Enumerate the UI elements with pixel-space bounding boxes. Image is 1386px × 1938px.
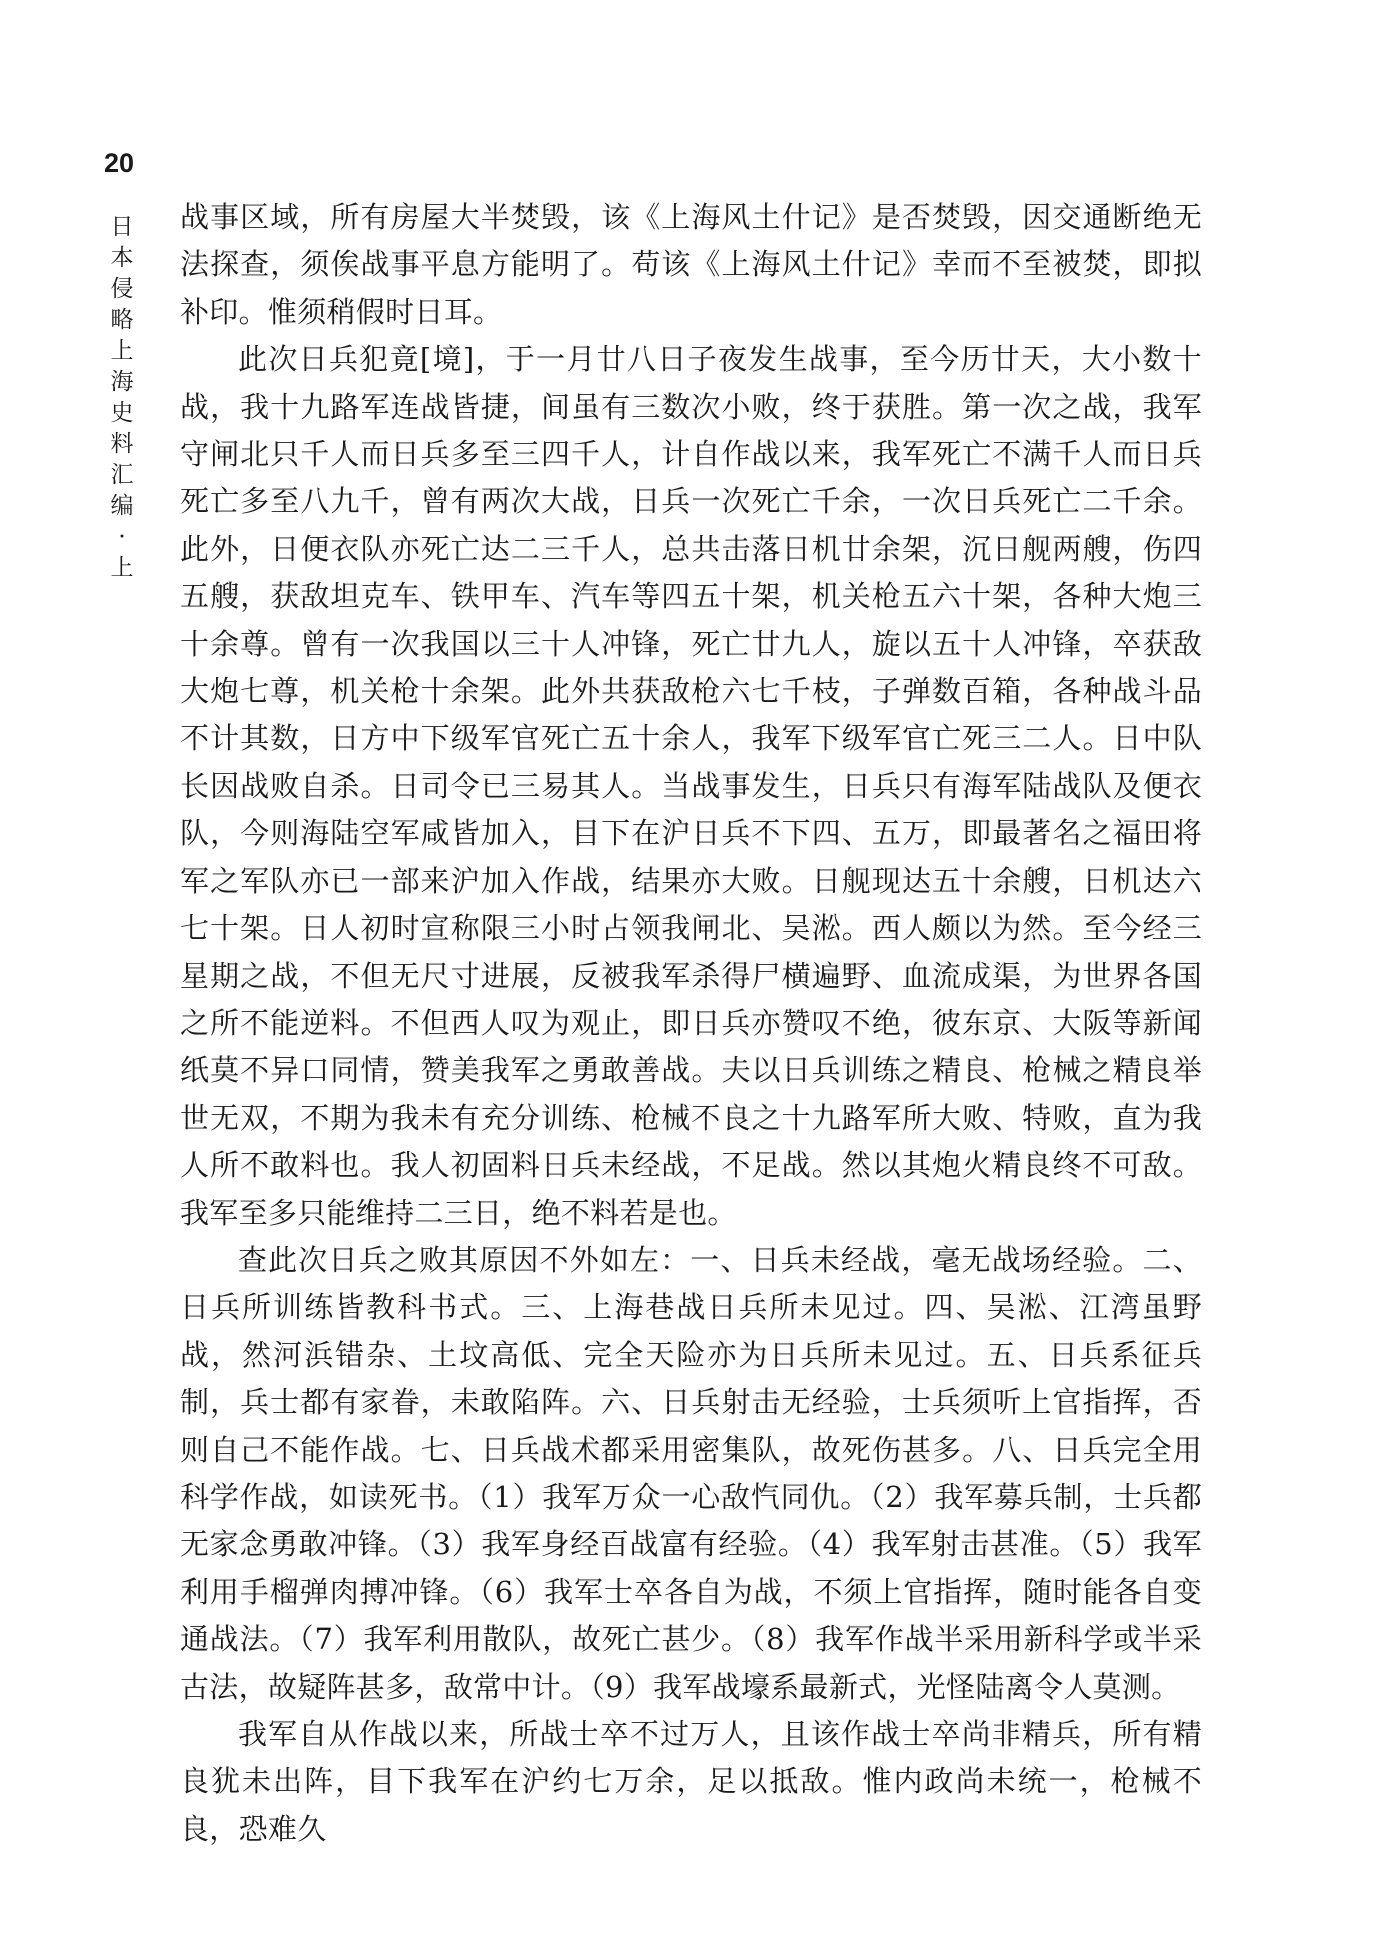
paragraph-4: 我军自从作战以来，所战士卒不过万人，且该作战士卒尚非精兵，所有精良犹未出阵，目下我军在沪约七万余，足以抵敌。惟内政尚未统一，枪械不良，恐难久 [180,1717,1202,1846]
paragraph-1: 战事区域，所有房屋大半焚毁，该《上海风土什记》是否焚毁，因交通断绝无法探查，须俟战事平息方能明了。苟该《上海风土什记》幸而不至被焚，即拟补印。惟须稍假时日耳。 [180,200,1202,329]
page-number: 20 [104,148,135,178]
paragraph-3: 查此次日兵之败其原因不外如左：一、日兵未经战，毫无战场经验。二、日兵所训练皆教科书式。三、上海巷战日兵所未见过。四、吴淞、江湾虽野战，然河浜错杂、土坟高低、完全天险亦为日兵所未见过。五、日兵系征兵制，兵士都有家眷，未敢陷阵。六、日兵射击无经验，士兵须听上官指挥，否则自己不能作战。七、日兵战术都采用密集队，故死伤甚多。八、日兵完全用科学作战，如读死书。（1）我军万众一心敌忾同仇。（2）我军募兵制，士兵都无家念勇敢冲锋。（3）我军身经百战富有经验。（4）我军射击甚准。（5）我军利用手榴弹肉搏冲锋。（6）我军士卒各自为战，不须上官指挥，随时能各自变通战法。（7）我军利用散队，故死亡甚少。（8）我军作战半采用新科学或半采古法，故疑阵甚多，敌常中计。（9）我军战壕系最新式，光怪陆离令人莫测。 [180,1242,1202,1704]
running-title: 日本侵略上海史料汇编·上 [110,214,134,581]
paragraph-2: 此次日兵犯竟[境]，于一月廿八日子夜发生战事，至今历廿天，大小数十战，我十九路军连战皆捷，间虽有三数次小败，终于获胜。第一次之战，我军守闸北只千人而日兵多至三四千人，计自作战以来，我军死亡不满千人而日兵死亡多至八九千，曾有两次大战，日兵一次死亡千余，一次日兵死亡二千余。此外，日便衣队亦死亡达二三千人，总共击落日机廿余架，沉日舰两艘，伤四五艘，获敌坦克车、铁甲车、汽车等四五十架，机关枪五六十架，各种大炮三十余尊。曾有一次我国以三十人冲锋，死亡廿九人，旋以五十人冲锋，卒获敌大炮七尊，机关枪十余架。此外共获敌枪六七千枝，子弹数百箱，各种战斗品不计其数，日方中下级军官死亡五十余人，我军下级军官亡死三二人。日中队长因战败自杀。日司令已三易其人。当战事发生，日兵只有海军陆战队及便衣队，今则海陆空军咸皆加入，目下在沪日兵不下四、五万，即最著名之福田将军之军队亦已一部来沪加入作战，结果亦大败。日舰现达五十余艘，日机达六七十架。日人初时宣称限三小时占领我闸北、吴淞。西人颇以为然。至今经三星期之战，不但无尺寸进展，反被我军杀得尸横遍野、血流成渠，为世界各国之所不能逆料。不但西人叹为观止，即日兵亦赞叹不绝，彼东京、大阪等新闻纸莫不异口同情，赞美我军之勇敢善战。夫以日兵训练之精良、枪械之精良举世无双，不期为我未有充分训练、枪械不良之十九路军所大败、特败，直为我人所不敢料也。我人初固料日兵未经战，不足战。然以其炮火精良终不可敌。我军至多只能维持二三日，绝不料若是也。 [180,342,1202,1230]
body-text [180,194,1202,1853]
